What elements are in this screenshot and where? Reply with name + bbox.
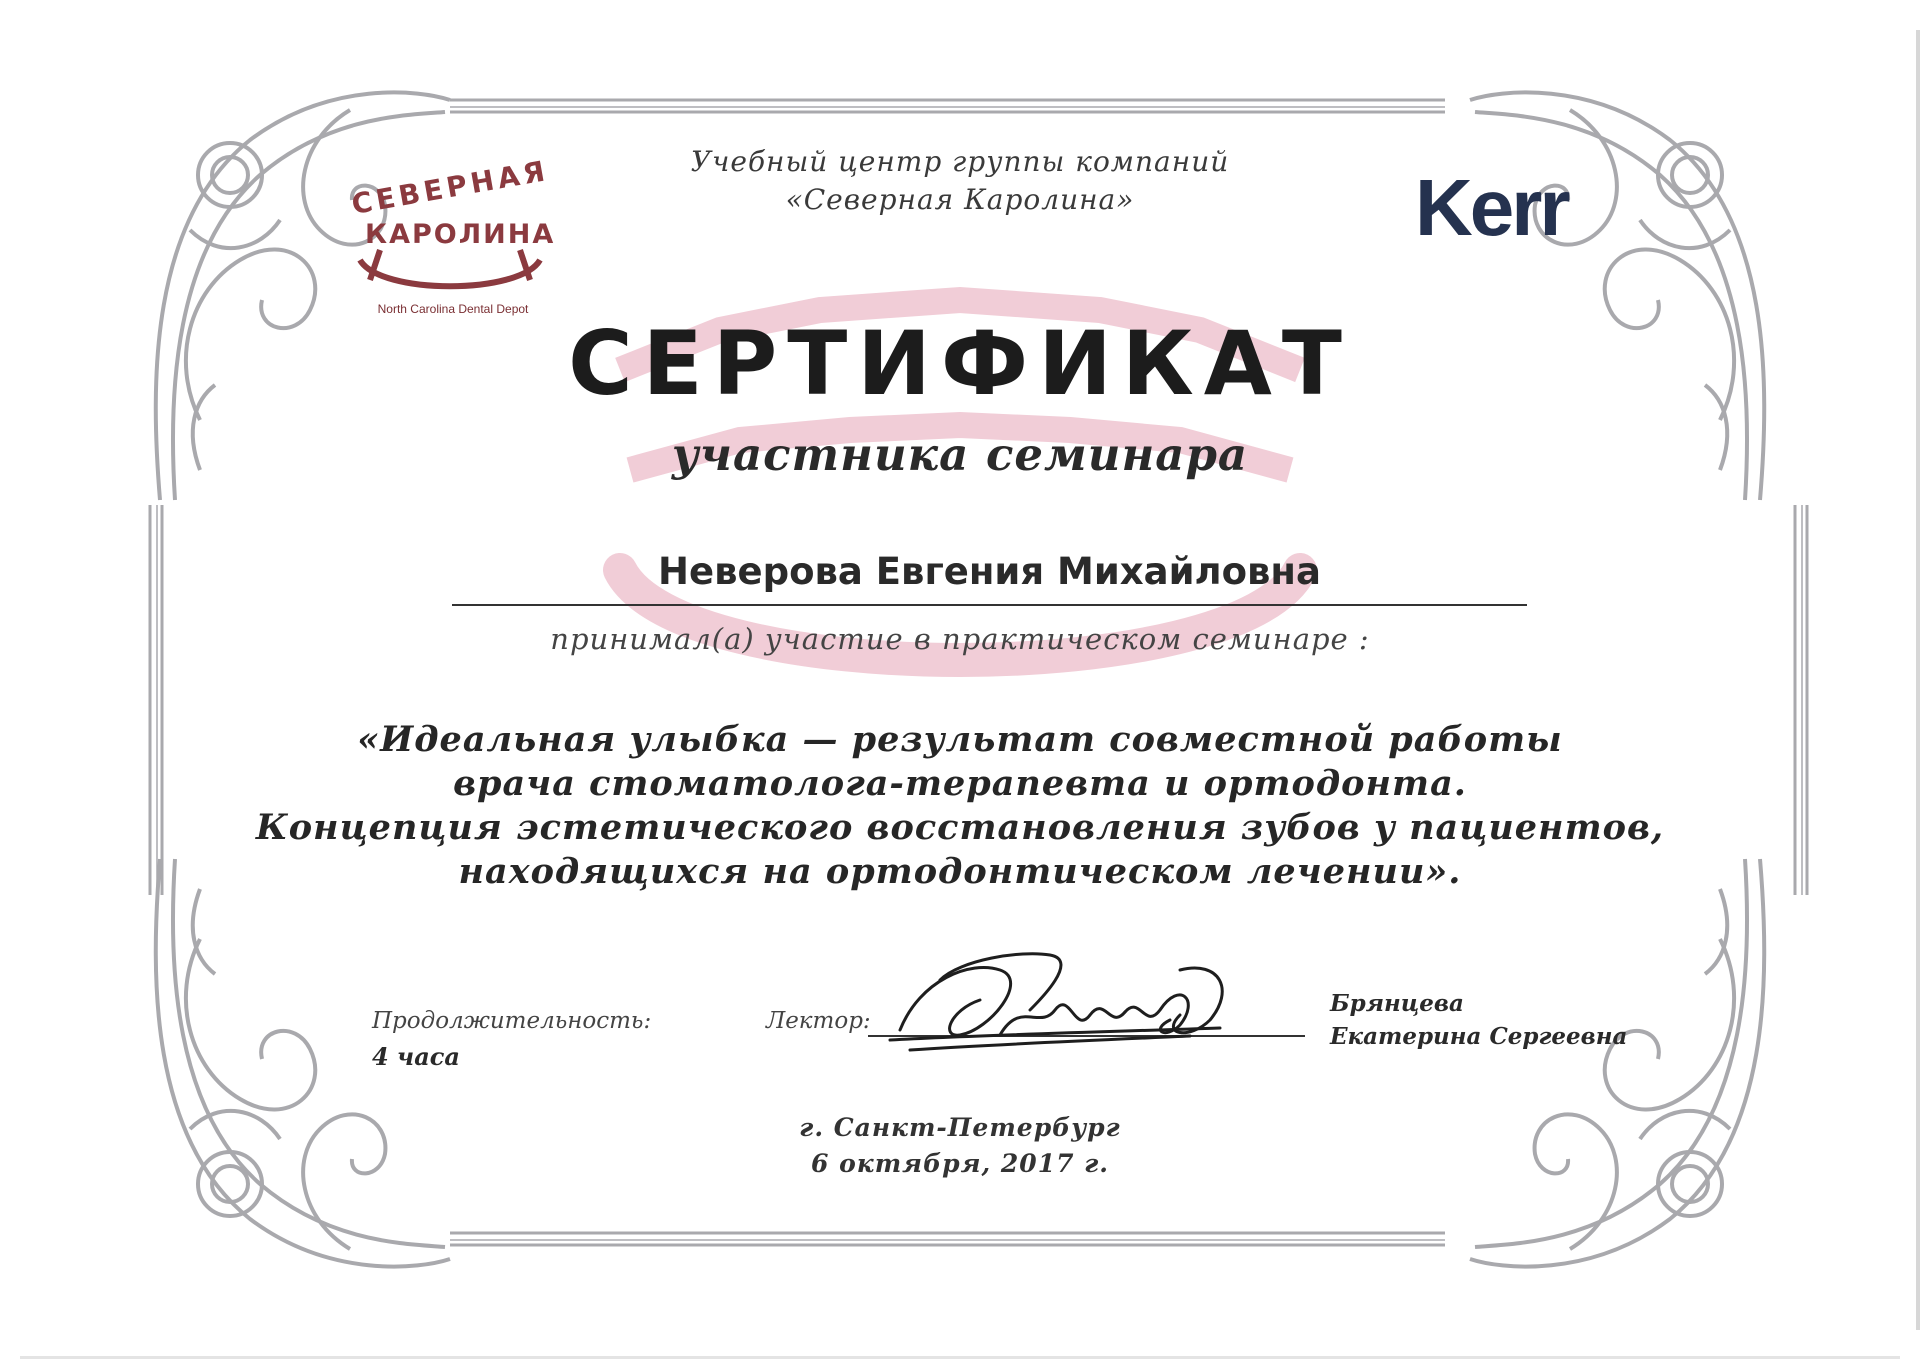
lecturer-label: Лектор: bbox=[766, 1008, 871, 1034]
certificate-subtitle: участника семинара bbox=[671, 428, 1249, 481]
date: 6 октября, 2017 г. bbox=[811, 1149, 1109, 1178]
org-line: Учебный центр группы компаний bbox=[690, 145, 1230, 178]
certificate-title: СЕРТИФИКАТ bbox=[568, 312, 1352, 415]
organization-header bbox=[0, 143, 1920, 222]
handwritten-signature bbox=[880, 940, 1260, 1070]
lecturer-given-names: Екатерина Сергеевна bbox=[1330, 1023, 1628, 1050]
recipient-name: Неверова Евгения Михайловна bbox=[658, 550, 1321, 593]
org-line: «Северная Каролина» bbox=[785, 183, 1135, 216]
city: г. Санкт-Петербург bbox=[799, 1113, 1121, 1142]
svg-text:КАРОЛИНА: КАРОЛИНА bbox=[365, 219, 556, 250]
logo-subtitle: North Carolina Dental Depot bbox=[377, 302, 529, 316]
seminar-title-line: находящихся на ортодонтическом лечении». bbox=[458, 851, 1462, 892]
seminar-title-line: Концепция эстетического восстановления зубов у пациентов, bbox=[255, 807, 1665, 848]
duration-value: 4 часа bbox=[372, 1042, 460, 1071]
lecturer-name bbox=[1330, 987, 1627, 1053]
lecturer-surname: Брянцева bbox=[1330, 990, 1464, 1017]
participation-text: принимал(а) участие в практическом семинаре : bbox=[550, 622, 1370, 656]
place-and-date bbox=[0, 1110, 1920, 1182]
seminar-title-line: врача стоматолога-терапевта и ортодонта. bbox=[453, 763, 1467, 804]
seminar-title bbox=[0, 718, 1920, 894]
name-underline bbox=[452, 604, 1527, 606]
kerr-logo: Kerr bbox=[1415, 163, 1568, 252]
svg-text:СЕВЕРНАЯ: СЕВЕРНАЯ bbox=[349, 153, 552, 222]
seminar-title-line: «Идеальная улыбка — результат совместной работы bbox=[357, 719, 1563, 760]
duration-label: Продолжительность: bbox=[372, 1008, 652, 1034]
